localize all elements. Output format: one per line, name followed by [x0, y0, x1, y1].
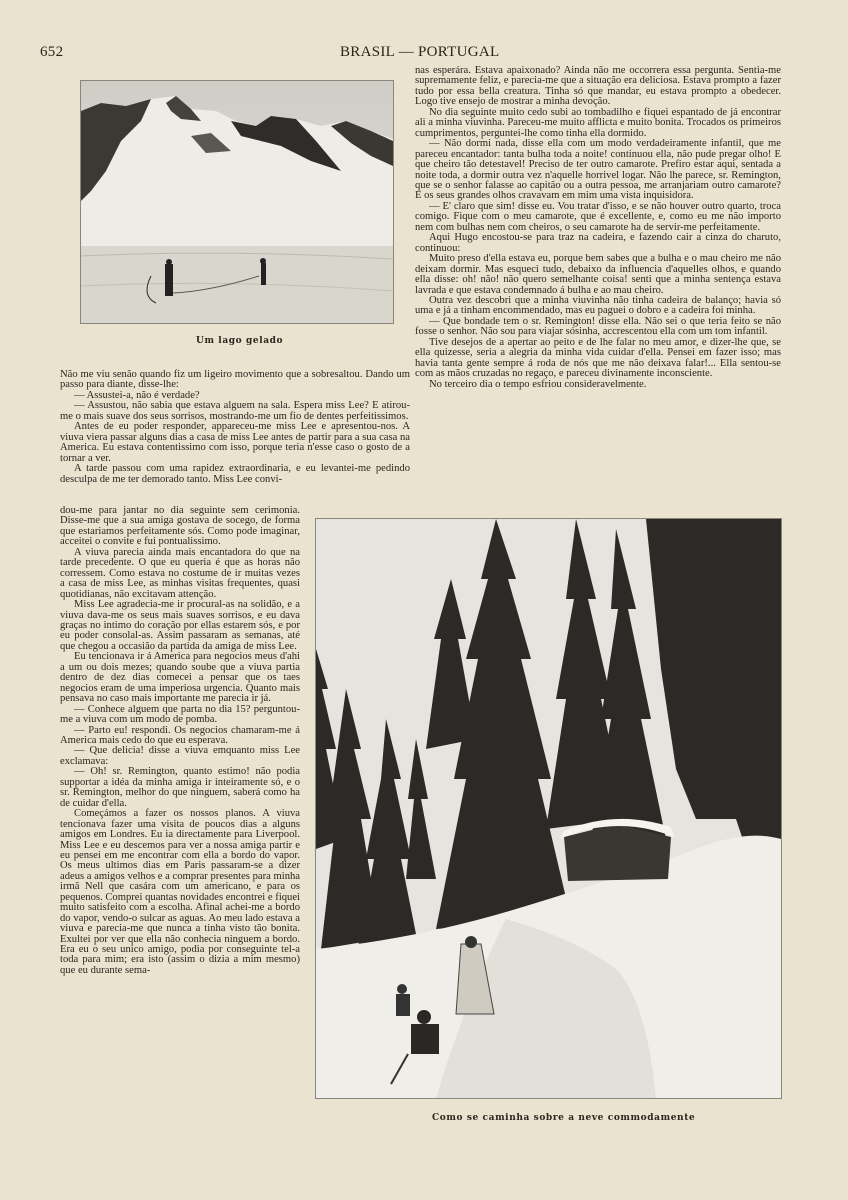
paragraph: — Que delicia! disse a viuva emquanto miss Lee exclamava:: [60, 745, 300, 767]
right-column: [415, 66, 781, 390]
figure-caption: Um lago gelado: [196, 336, 284, 346]
paragraph: — Assustei-a, não é verdade?: [74, 389, 200, 401]
photo-snow-forest: [315, 518, 782, 1099]
running-title: BRASIL — PORTUGAL: [340, 44, 500, 60]
paragraph: Antes de eu poder responder, appareceu-me miss Lee e apresentou-nos. A viuva viera passar alguns dias a casa de miss Lee antes de partir para a sua casa na America. Eu estava contentissimo com isso, porque teria n'esse caso o gosto de a tornar a ver.: [60, 421, 410, 464]
paragraph: — Conhece alguem que parta no dia 15? perguntou-me a viuva com um modo de pomba.: [60, 703, 300, 726]
paragraph: Começámos a fazer os nossos planos. A viuva tencionava fazer uma visita de poucos dias a alguns amigos em Londres. Eu ia directamente para Liverpool. Miss Lee e eu descemos para ver a nossa amiga partir e eu pensei em me encontrar com ella a bordo do vapor. Os meus ultimos dias em Paris passaram-se a dizer adeus a amigos velhos e a comprar presentes para minha irmã Nell que casára com um americano, e para os pequenos. Comprei quantas novidades encontrei e fiquei muito satisfeito com a escolha. Afinal achei-me a bordo do vapor, vendo-o sulcar as aguas. Ao meu lado estava a viuva e parecia-me que nunca a tinha visto tão bonita. Exultei por ver que ella não conhecia ninguem a bordo. Era eu o seu unico amigo, podia por conseguinte tel-a toda para mim; era isto (assim o dizia a mim mesmo) que eu durante sema-: [60, 808, 300, 976]
paragraph: Não me viu senão quando fiz um ligeiro movimento que a sobresaltou. Dando um passo para diante, disse-lhe:: [60, 369, 410, 391]
paragraph: A tarde passou com uma rapidez extraordinaria, e eu levantei-me pedindo desculpa de me ter demorado tanto. Miss Lee convi-: [60, 463, 410, 485]
paragraph: Eu tencionava ir á America para negocios meus d'ahi a um ou dois mezes; quando soube que a viuva partia dentro de dez dias comecei a pensar que os taes negocios eram de uma imperiosa urgencia. Quanto mais pensava no caso mais importante me parecia ir já.: [60, 651, 300, 705]
paragraph: — E' claro que sim! disse eu. Vou tratar d'isso, e se não houver outro quarto, troca comigo. Fique com o meu camarote, que é excellente, e, como eu me não importo nem com bulhas nem com cheiros, o seu camarote ha de servir-me perfeitamente.: [415, 200, 781, 233]
paragraph: Outra vez descobri que a minha viuvinha não tinha cadeira de balanço; havia só uma e já a tinham encommendado, mas eu paguei o dobro e a cadeira foi minha.: [415, 294, 781, 317]
paragraph: — Assustou, não sabia que estava alguem na sala. Espera miss Lee? E atirou-me o mais suave dos seus sorrisos, mostrando-me um fio de dentes perfeitissimos.: [60, 400, 410, 422]
figure-caption: Como se caminha sobre a neve commodamente: [432, 1113, 696, 1123]
paragraph: Muito preso d'ella estava eu, porque bem sabes que a bulha e o mau cheiro me não deixam dormir. Mas esqueci tudo, debaixo da influencia d'aquelles olhos, e quando ella disse: oh! não! não quero semelhante coisa! senti que a minha sentença estava lavrada e que estava condemnado á bulha e ao mau cheiro.: [415, 253, 781, 296]
paragraph: — Parto eu! respondi. Os negocios chamaram-me á America mais cedo do que eu esperava.: [60, 724, 300, 746]
paragraph: dou-me para jantar no dia seguinte sem cerimonia. Disse-me que a sua amiga gostava de socego, de forma que estariamos perfeitamente sós. Como pode imaginar, acceitei o convite e fui pontualissimo.: [60, 505, 300, 548]
photo-frozen-lake: [80, 80, 394, 324]
paragraph: No terceiro dia o tempo esfriou consideravelmente.: [429, 378, 647, 390]
paragraph: nas esperára. Estava apaixonado? Ainda não me occorrera essa pergunta. Sentia-me supremamente feliz, e parecia-me que a situação era deliciosa. Estava prompto a fazer tudo por essa bella creatura. Tinha só que mandar, eu estava prompto a obedecer. Logo tive ensejo de mostrar a minha devoção.: [415, 65, 781, 108]
paragraph: Miss Lee agradecia-me ir procural-as na solidão, e a viuva dava-me os seus mais suaves sorrisos, e eu dava graças no intimo do coração por ellas estarem sós, e por eu poder consolal-as. Assim passaram as semanas, até que chegou a occasião da partida da amiga de miss Lee.: [60, 599, 300, 652]
paragraph: A viuva parecia ainda mais encantadora do que na tarde precedente. O que eu queria é que as horas não corressem. Como estava no costume de ir muitas vezes a casa de miss Lee, as minhas visitas frequentes, quasi quotidianas, não excitavam attenção.: [60, 546, 300, 600]
paragraph: — Oh! sr. Remington, quanto estimo! não podia supportar a idéa da minha amiga ir inteiramente só, e o sr. Remington, melhor do que ninguem, saberá como ha de cuidar d'ella.: [60, 766, 300, 809]
left-column-narrow: [60, 506, 300, 976]
paragraph: Tive desejos de a apertar ao peito e de lhe falar no meu amor, e dizer-lhe que, se ella quizesse, seria a alegria da minha vida cuidar d'ella. Pensei em fazer isso; mas havia tanta gente sempre á roda de nós que me não deixava falar!... Ella sentou-se com as mãos cruzadas no regaço, e pareceu divinamente inconsciente.: [415, 336, 781, 380]
paragraph: Aqui Hugo encostou-se para traz na cadeira, e fazendo cair a cinza do charuto, continuou:: [415, 232, 781, 254]
paragraph: — Que bondade tem o sr. Remington! disse ella. Não sei o que teria feito se não fosse o senhor. Não sou para viajar sósinha, accrescentou ella com um tom infantil.: [415, 315, 781, 338]
left-column-wide: [60, 370, 410, 485]
paragraph: — Não dormi nada, disse ella com um modo verdadeiramente infantil, que me pareceu encantador: tanta bulha toda a noite! continuou ella, não pude pregar olho! E que cheiro tão detestavel! Preciso de ter outro camarote. Prefiro estar aqui, sentada a noite toda, a dormir outra vez n'aquelle horrivel logar. Não lhe parece, sr. Remington, que se o senhor falasse ao capitão ou a outra pessoa, me arranjariam outro camarote? E os seus grandes olhos cravavam em mim uma vista inquisidora.: [415, 138, 781, 202]
page-number: 652: [40, 44, 64, 60]
paragraph: No dia seguinte muito cedo subi ao tombadilho e fiquei espantado de já encontrar ali a minha viuvinha. Pareceu-me muito afflicta e muito bonita. Trocados os primeiros cumprimentos, perguntei-lhe como tinha ella dormido.: [415, 106, 781, 139]
